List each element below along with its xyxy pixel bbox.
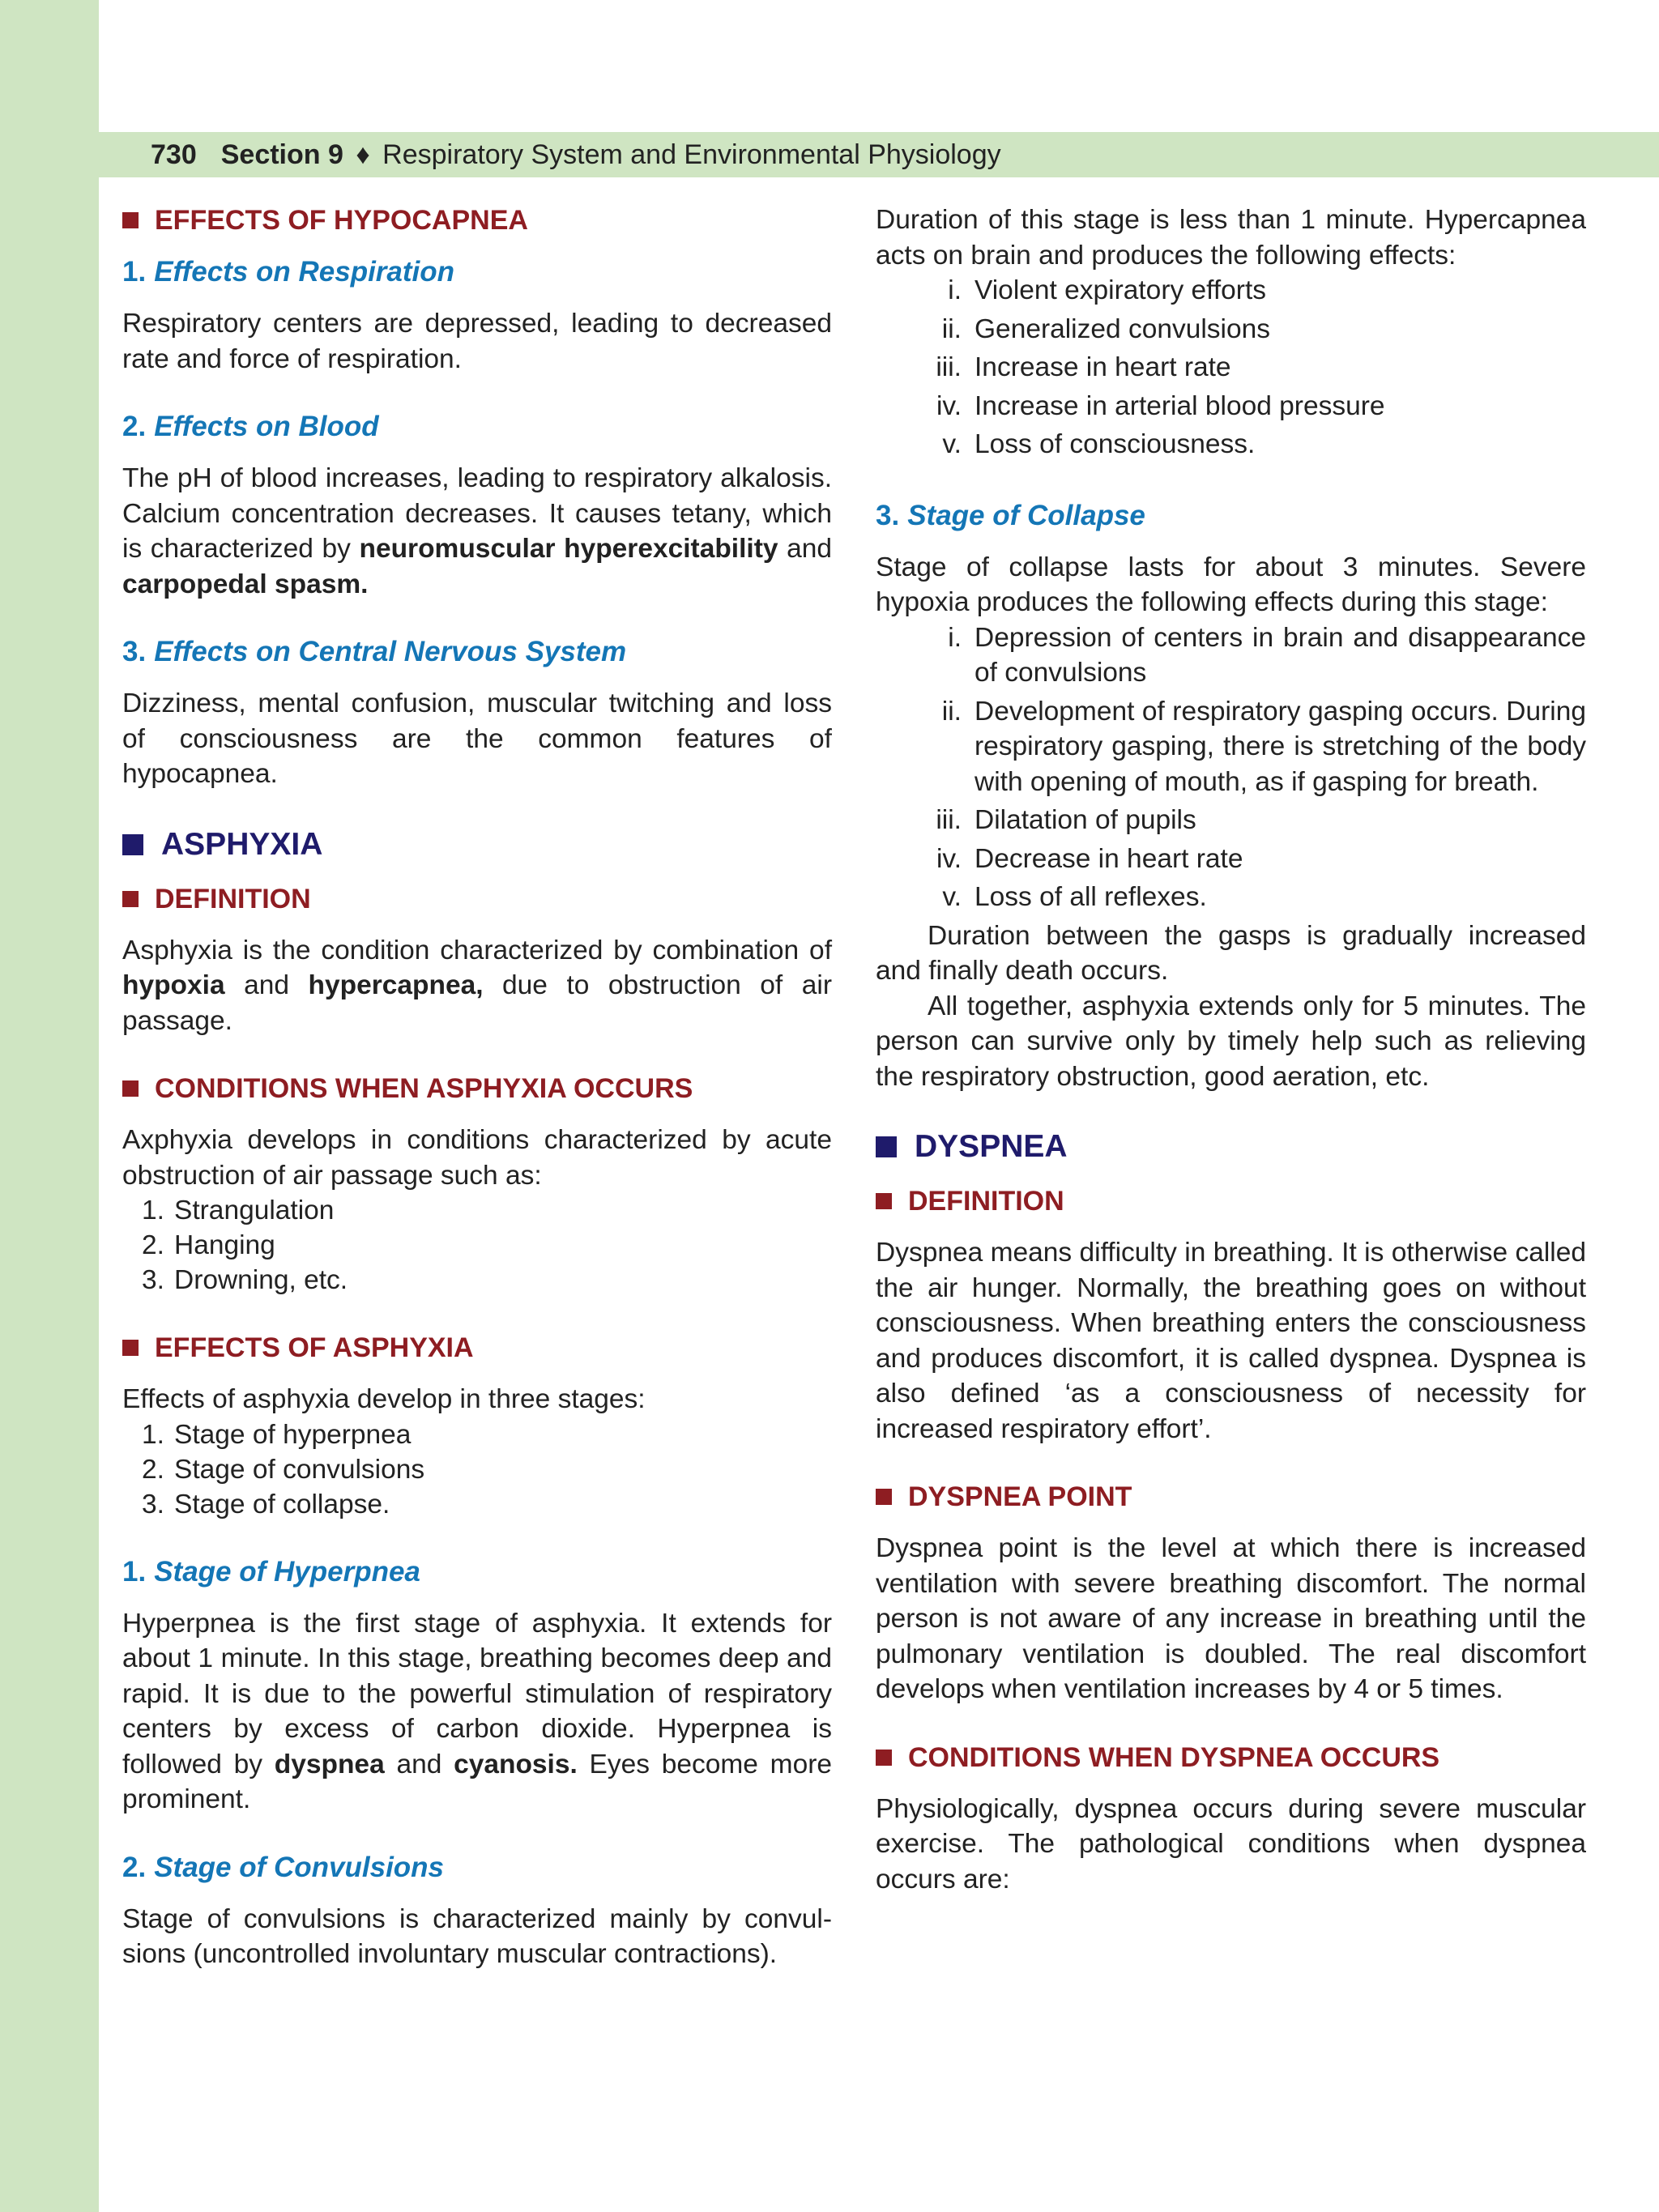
paragraph-collapse: Stage of collapse lasts for about 3 minutes. Severe hypoxia produces the following effects during this stage: [876,552,1586,617]
paragraph-duration: Duration of this stage is less than 1 minute. Hypercapnea acts on brain and produces the following effects: [876,205,1586,271]
paragraph-cns: Dizziness, mental confusion, muscular twitching and loss of consciousness are the common features of hypocapnea. [122,688,832,789]
list-item: 3. Drowning, etc. [142,1265,348,1295]
paragraph-blood: The pH of blood increases, leading to respiratory alkalosis. Calcium concentration decreases. It causes tetany, which is characterized by neuromuscular hyperexcitability and carpopedal spasm. [122,463,832,599]
conditions-list [122,1193,832,1298]
collapse-effects-list [876,620,1586,915]
paragraph-respiration: Respiratory centers are depressed, leading to decreased rate and force of respiration. [122,309,832,374]
list-item: i. Violent expiratory efforts [948,275,1267,305]
list-item: iii. Increase in heart rate [936,352,1231,382]
heading-stage-convulsions: 2. Stage of Convulsions [122,1851,445,1883]
list-item: ii. Generalized convulsions [941,313,1270,344]
paragraph-conditions: Axphyxia develops in conditions characterized by acute obstruction of air passage such as: [122,1125,832,1191]
square-bullet-icon [876,1750,892,1766]
square-bullet-icon [876,1136,897,1157]
heading-conditions-asphyxia: CONDITIONS WHEN ASPHYXIA OCCURS [122,1071,832,1106]
list-item: ii. Development of respiratory gasping occurs. During respiratory gasping, there is stretching of the body with opening of mouth, as if gasping for breath. [941,696,1586,797]
paragraph-dyspnea-point: Dyspnea point is the level at which there is increased ventilation with severe breathing discomfort. The normal person is not aware of any increase in breathing until the pulmonary ventilation is doubled. The real discomfort develops when ventilation increases by 4 or 5 times. [876,1533,1586,1704]
heading-stage-hyperpnea: 1. Stage of Hyperpnea [122,1555,420,1588]
heading-dyspnea-definition: DEFINITION [876,1183,1586,1219]
list-item: iv. Increase in arterial blood pressure [936,390,1385,421]
side-margin-strip [0,0,99,2212]
list-item: 1. Stage of hyperpnea [142,1419,412,1450]
heading-asphyxia: ASPHYXIA [122,825,832,865]
heading-dyspnea: DYSPNEA [876,1127,1586,1167]
heading-stage-collapse: 3. Stage of Collapse [876,499,1145,531]
paragraph-convulsions: Stage of convulsions is characterized mainly by convulsions (uncontrolled involuntary muscular contractions). [122,1903,832,1969]
paragraph-hyperpnea: Hyperpnea is the first stage of asphyxia. It extends for about 1 minute. In this stage, breathing becomes deep and rapid. It is due to the powerful stimulation of respiratory centers by excess of carbon dioxide. Hyperpnea is followed by dyspnea and cyanosis. Eyes become more prominent. [122,1608,833,1814]
list-item: 2. Hanging [142,1230,275,1260]
square-bullet-icon [876,1193,892,1209]
list-item: iii. Dilatation of pupils [936,805,1196,835]
heading-effects-respiration: 1. Effects on Respiration [122,256,455,288]
heading-conditions-dyspnea: CONDITIONS WHEN DYSPNEA OCCURS [876,1740,1586,1775]
diamond-icon: ♦ [356,139,370,170]
paragraph-gasps: Duration between the gasps is gradually increased and finally death occurs. [876,920,1586,986]
square-bullet-icon [876,1489,892,1505]
list-item: v. Loss of all reflexes. [942,882,1207,912]
paragraph-together: All together, asphyxia extends only for 5 minutes. The person can survive only by timely help such as relieving the respiratory obstruction, good aeration, etc. [876,991,1586,1092]
heading-effects-asphyxia: EFFECTS OF ASPHYXIA [122,1330,832,1366]
square-bullet-icon [122,834,143,855]
list-item: i. Depression of centers in brain and disappearance of convulsions [948,622,1586,688]
heading-effects-blood: 2. Effects on Blood [122,411,379,442]
square-bullet-icon [122,891,139,907]
paragraph-dyspnea-definition: Dyspnea means difficulty in breathing. It is otherwise called the air hunger. Normally, the breathing goes on without consciousness. When breathing enters the consciousness and produces discomfort, it is called dyspnea. Dyspnea is also defined ‘as a consciousness of necessity for increased respiratory effort’. [876,1238,1586,1444]
paragraph-effects: Effects of asphyxia develop in three stages: [122,1384,646,1414]
list-item: 3. Stage of collapse. [142,1489,390,1519]
stages-list [122,1417,832,1522]
list-item: 2. Stage of convulsions [142,1454,425,1485]
square-bullet-icon [122,1080,139,1097]
list-item: iv. Decrease in heart rate [936,843,1243,874]
heading-dyspnea-point: DYSPNEA POINT [876,1479,1586,1515]
heading-definition: DEFINITION [122,881,832,917]
left-column [122,202,832,1972]
heading-effects-hypocapnea: EFFECTS OF HYPOCAPNEA [122,202,832,238]
paragraph-conditions-dyspnea: Physiologically, dyspnea occurs during severe muscular exercise. The pathological conditions when dyspnea occurs are: [876,1793,1586,1894]
list-item: v. Loss of consciousness. [942,429,1256,459]
running-header [151,132,1001,177]
section-label: Section 9 [220,139,343,170]
page-number: 730 [151,139,197,170]
section-title: Respiratory System and Environmental Physiology [382,139,1001,170]
right-column [876,202,1586,1897]
convulsion-effects-list [876,273,1586,462]
square-bullet-icon [122,1340,139,1356]
square-bullet-icon [122,212,139,228]
heading-effects-cns: 3. Effects on Central Nervous System [122,636,627,667]
list-item: 1. Strangulation [142,1196,335,1225]
paragraph-definition: Asphyxia is the condition characterized by combination of hypoxia and hypercapnea, due to obstruction of air passage. [122,935,832,1036]
